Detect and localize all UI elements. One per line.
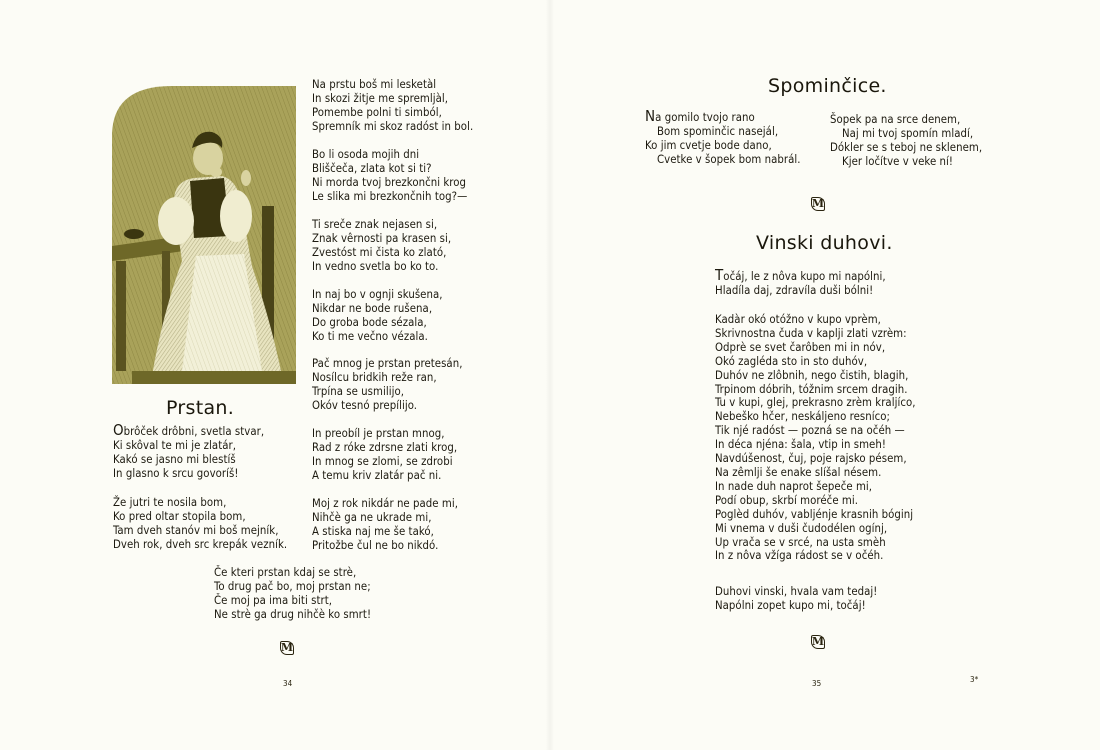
poem-line: Bom spominčic nasejál, — [657, 124, 779, 138]
poem-line: Duhovi vinski, hvala vam tedaj! — [715, 585, 878, 598]
stanza-final — [214, 566, 371, 622]
poem-line: Hladíla daj, zdravíla duši bólni! — [715, 283, 874, 297]
poem-line: Trpinom dóbrih, tóžnim srcem dragih. — [715, 382, 908, 396]
poem-line: Trpína se usmilijo, — [312, 384, 405, 398]
poem-line: In preobíl je prstan mnog, — [312, 427, 445, 440]
poem-title-spomincice: Spominčice. — [768, 75, 887, 97]
poem-line: Že jutri te nosila bom, — [113, 496, 227, 509]
poem-line-text: očáj, le z nôva kupo mi napólni, — [723, 270, 886, 283]
poem-line: Če moj pa ima biti strt, — [214, 593, 333, 607]
poem-line: Na prstu boš mi lesketàl — [312, 78, 437, 91]
poem-line: Odprè se svet čarôben mi in nóv, — [715, 340, 886, 354]
poem-line: Bo li osoda mojih dni — [312, 148, 420, 161]
poem-line: Poglèd duhóv, vabljénje krasnih bóginj — [715, 507, 914, 521]
poem-line: Šopek pa na srce denem, — [830, 113, 961, 126]
poem-line: Ni morda tvoj brezkončni krog — [312, 175, 467, 189]
drop-initial: T — [715, 266, 724, 284]
engraving-woman-seated-illustration — [112, 86, 296, 384]
poem-line: Ko pred oltar stopila bom, — [113, 509, 246, 523]
poem-line: Podí obup, skrbí moréče mi. — [715, 493, 859, 507]
stanza-col2-5 — [312, 357, 462, 413]
poem-line: Nosílcu bridkih reže ran, — [312, 370, 437, 384]
poem-line: Do groba bode sézala, — [312, 315, 427, 329]
ornament-icon: M — [811, 635, 825, 648]
poem-line: To drug pač bo, moj prstan ne; — [214, 579, 371, 593]
poem-line: Mi vnema v duši čudodélen ogínj, — [715, 521, 888, 535]
poem-line: Rad z róke zdrsne zlati krog, — [312, 440, 458, 454]
poem-line: Kadàr okó otóžno v kupo vprèm, — [715, 313, 881, 326]
poem-line: Naj mi tvoj spomín mladí, — [842, 126, 974, 140]
poem-line: Ne strè ga drug nihčè ko smrt! — [214, 607, 372, 621]
poem-line: In z nôva vžíga rádost se v očéh. — [715, 549, 884, 563]
poem-line: In glasno k srcu govoríš! — [113, 466, 239, 480]
poem-line: Okóv tesnó prepílijo. — [312, 398, 418, 412]
poem-line: Tik njé radóst — pozná se na očéh — — [715, 424, 905, 438]
stanza-col2-1 — [312, 78, 473, 134]
poem-line — [645, 107, 801, 125]
vinski-stanza-1 — [715, 266, 886, 298]
signature-mark: 3* — [970, 675, 979, 684]
poem-line: In mnog se zlomi, se zdrobi — [312, 454, 453, 468]
poem-line: Skrivnostna čuda v kaplji zlati vzrèm: — [715, 326, 907, 340]
ornament-icon: M — [811, 197, 825, 210]
poem-line: Na zêmlji še enake slíšal nésem. — [715, 465, 882, 479]
spomincice-stanza-1 — [645, 107, 801, 167]
poem-line: Napólni zopet kupo mi, točáj! — [715, 598, 866, 612]
poem-line: A temu kriv zlatár pač ni. — [312, 468, 442, 482]
poem-line: Ti sreče znak nejasen si, — [312, 218, 438, 231]
poem-line: Duhóv ne zlôbnih, nego čistih, blagih, — [715, 368, 909, 382]
stanza-col2-6 — [312, 427, 457, 483]
drop-initial: O — [113, 421, 124, 439]
poem-line: Pomembe polni ti simból, — [312, 105, 442, 119]
poem-line: Ko jim cvetje bode dano, — [645, 138, 772, 152]
poem-line: Nihčè ga ne ukrade mi, — [312, 510, 432, 524]
page-number: 35 — [812, 679, 822, 688]
poem-line: Dveh rok, dveh src krepák vezník. — [113, 537, 288, 551]
poem-line: Le slika mi brezkončnih tog?— — [312, 189, 468, 203]
poem-line: Spremník mi skoz radóst in bol. — [312, 119, 474, 133]
poem-line: Ko ti me večno vézala. — [312, 329, 428, 343]
page-number: 34 — [283, 679, 293, 688]
poem-line: Bliščeča, zlata kot si ti? — [312, 161, 432, 175]
stanza-1 — [113, 421, 265, 481]
vinski-stanza-2 — [715, 313, 916, 563]
poem-line: Kakó se jasno mi blestíš — [113, 452, 236, 466]
stanza-2 — [113, 496, 287, 552]
stanza-col2-7 — [312, 497, 458, 553]
poem-line: In skozi žitje me spremljàl, — [312, 91, 449, 105]
poem-line: Znak vêrnosti pa krasen si, — [312, 231, 452, 245]
poem-line: Okó zagléda sto in sto duhóv, — [715, 354, 868, 368]
poem-line: Zvestóst mi čista ko zlató, — [312, 245, 447, 259]
ornament-icon: M — [280, 641, 294, 654]
poem-line: Up vrača se v srcé, na usta smèh — [715, 535, 886, 549]
poem-line: Tu v kupi, glej, prekrasno zrèm kraljíco, — [715, 396, 916, 410]
poem-line: Pritožbe čul ne bo nikdó. — [312, 538, 439, 552]
spomincice-stanza-2 — [830, 113, 982, 169]
poem-line: Nikdar ne bode rušena, — [312, 301, 433, 315]
poem-line — [715, 266, 886, 284]
poem-line: Če kteri prstan kdaj se strè, — [214, 566, 357, 579]
poem-title-vinski-duhovi: Vinski duhovi. — [756, 232, 893, 254]
poem-line: In nade duh naprot šepeče mi, — [715, 479, 873, 493]
poem-line: Moj z rok nikdár ne pade mi, — [312, 497, 458, 510]
poem-line: In déca njéna: šala, vtip in smeh! — [715, 438, 886, 452]
right-page — [550, 0, 1100, 750]
poem-line-text: brôček drôbni, svetla stvar, — [123, 425, 265, 438]
stanza-col2-4 — [312, 288, 443, 344]
poem-line: Kjer ločítve v veke ní! — [842, 154, 954, 168]
stanza-col2-2 — [312, 148, 467, 204]
stanza-col2-3 — [312, 218, 451, 274]
poem-line — [113, 421, 265, 439]
drop-initial: N — [645, 107, 656, 125]
poem-line: Tam dveh stanóv mi boš mejník, — [113, 523, 279, 537]
vinski-stanza-3 — [715, 585, 877, 613]
poem-line: A stiska naj me še takó, — [312, 524, 434, 538]
poem-line: Ki skôval te mi je zlatár, — [113, 438, 237, 452]
poem-line-text: a gomilo tvojo rano — [655, 111, 755, 124]
poem-line: Cvetke v šopek bom nabrál. — [657, 152, 801, 166]
poem-line: Pač mnog je prstan pretesán, — [312, 357, 463, 370]
poem-line: Dókler se s teboj ne sklenem, — [830, 140, 983, 154]
poem-title-prstan: Prstan. — [166, 397, 235, 419]
poem-line: Nebeško hčer, neskáljeno resníco; — [715, 410, 891, 424]
poem-line: Navdúšenost, čuj, poje rajsko pésem, — [715, 452, 907, 466]
poem-line: In vedno svetla bo ko to. — [312, 259, 439, 273]
poem-line: In naj bo v ognji skušena, — [312, 288, 443, 301]
